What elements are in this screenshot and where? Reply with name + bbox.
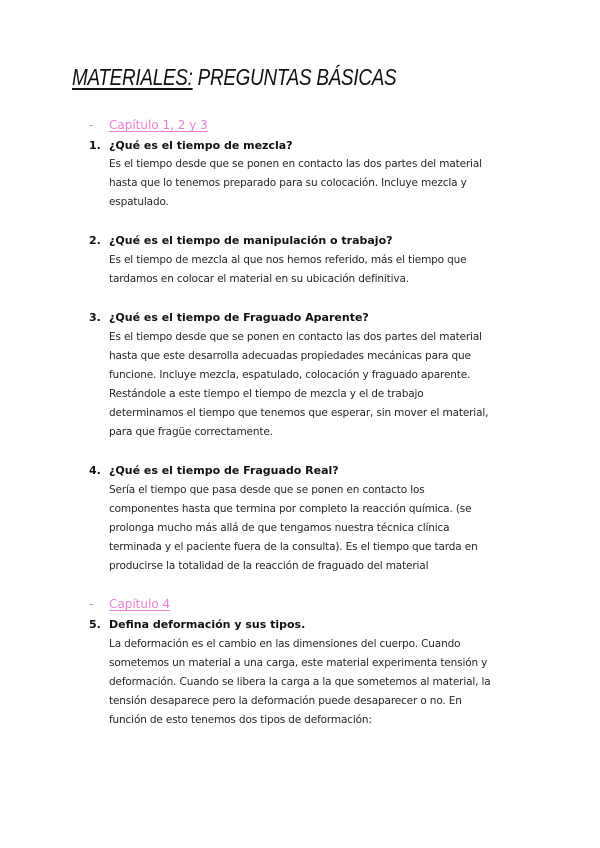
question-number: 2. (89, 234, 101, 247)
answer-line: hasta que lo tenemos preparado para su colocación. Incluye mezcla y (109, 177, 467, 189)
answer-line: para que fragüe correctamente. (109, 426, 273, 438)
question-title: ¿Qué es el tiempo de mezcla? (109, 139, 293, 152)
section-label: Capítulo 4 (109, 597, 171, 611)
section-dash: - (89, 118, 94, 132)
answer-line: espatulado. (109, 196, 169, 208)
question-number: 5. (89, 618, 101, 631)
answer-line: Restándole a este tiempo el tiempo de mezcla y el de trabajo (109, 388, 424, 400)
section-label: Capítulo 1, 2 y 3 (109, 118, 208, 132)
page-title (72, 64, 396, 91)
question-title: ¿Qué es el tiempo de manipulación o trabajo? (109, 234, 393, 247)
answer-line: deformación. Cuando se libera la carga a la que sometemos al material, la (109, 676, 491, 688)
answer-line: Es el tiempo desde que se ponen en contacto las dos partes del material (109, 158, 482, 170)
answer-line: hasta que este desarrolla adecuadas propiedades mecánicas para que (109, 350, 471, 362)
answer-line: La deformación es el cambio en las dimensiones del cuerpo. Cuando (109, 638, 461, 650)
question-number: 4. (89, 464, 101, 477)
section-heading-chapters-1-3 (89, 118, 208, 132)
title-rest: PREGUNTAS BÁSICAS (192, 64, 397, 90)
question-title: Defina deformación y sus tipos. (109, 618, 306, 631)
answer-line: determinamos el tiempo que tenemos que esperar, sin mover el material, (109, 407, 489, 419)
question-answer (109, 328, 529, 442)
section-heading-chapter-4 (89, 597, 170, 611)
question-answer (109, 251, 529, 289)
question-answer (109, 155, 529, 212)
answer-line: función de esto tenemos dos tipos de deformación: (109, 714, 372, 726)
question-title: ¿Qué es el tiempo de Fraguado Real? (109, 464, 339, 477)
title-underlined-part: MATERIALES: (72, 64, 193, 90)
answer-line: componentes hasta que termina por completo la reacción química. (se (109, 503, 472, 515)
answer-line: producirse la totalidad de la reacción de fraguado del material (109, 560, 429, 572)
answer-line: Es el tiempo de mezcla al que nos hemos referido, más el tiempo que (109, 254, 467, 266)
question-number: 1. (89, 139, 101, 152)
answer-line: terminada y el paciente fuera de la consulta). Es el tiempo que tarda en (109, 541, 478, 553)
answer-line: funcione. Incluye mezcla, espatulado, colocación y fraguado aparente. (109, 369, 471, 381)
answer-line: Es el tiempo desde que se ponen en contacto las dos partes del material (109, 331, 482, 343)
question-answer (109, 481, 529, 576)
question-answer (109, 635, 529, 730)
answer-line: tardamos en colocar el material en su ubicación definitiva. (109, 273, 409, 285)
section-dash: - (89, 597, 94, 611)
question-number: 3. (89, 311, 101, 324)
answer-line: Sería el tiempo que pasa desde que se ponen en contacto los (109, 484, 425, 496)
question-title: ¿Qué es el tiempo de Fraguado Aparente? (109, 311, 369, 324)
answer-line: tensión desaparece pero la deformación puede desaparecer o no. En (109, 695, 462, 707)
answer-line: prolonga mucho más allá de que tengamos nuestra técnica clínica (109, 522, 450, 534)
answer-line: sometemos un material a una carga, este material experimenta tensión y (109, 657, 488, 669)
